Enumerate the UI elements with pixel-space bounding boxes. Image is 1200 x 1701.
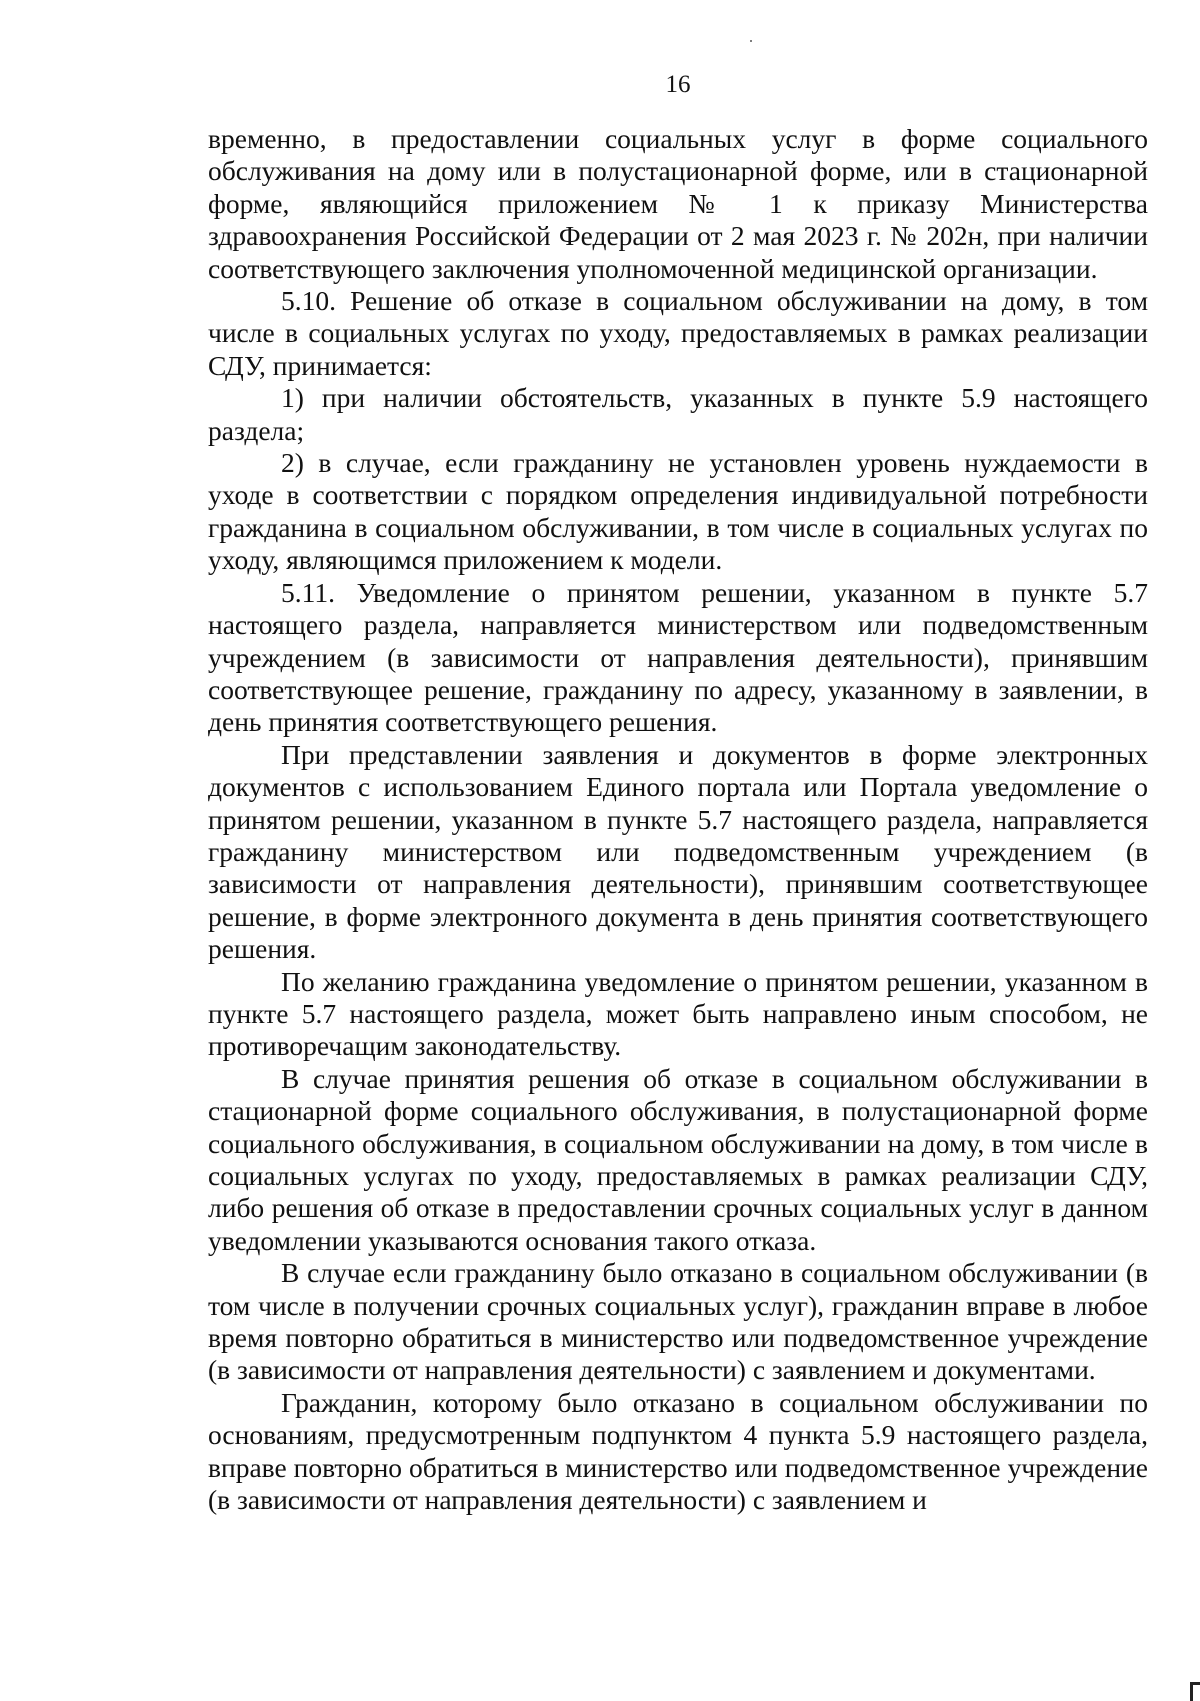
- paragraph-citizen-request: По желанию гражданина уведомление о принятом решении, указанном в пункте 5.7 настоящего раздела, может быть направлено иным способом, не противоречащим законодательству.: [208, 965, 1148, 1062]
- page-edge-mark: [1190, 1682, 1200, 1701]
- paragraph-1: временно, в предоставлении социальных услуг в форме социального обслуживания на дому или в полустационарной форме, или в стационарной форме, являющийся приложением № 1 к приказу Министерства здравоохранения Российской Федерации от 2 мая 2023 г. № 202н, при наличии соответствующего заключения уполномоченной медицинской организации.: [208, 123, 1148, 284]
- scan-dot: [750, 40, 752, 42]
- paragraph-electronic-notice: При представлении заявления и документов в форме электронных документов с использованием Единого портала или Портала уведомление о принятом решении, указанном в пункте 5.7 настоящего раздела, направляется гражданину министерством или подведомственным учреждением (в зависимости от направления деятельности), принявшим соответствующее решение, в форме электронного документа в день принятия соответствующего решения.: [208, 738, 1148, 965]
- paragraph-5-11: 5.11. Уведомление о принятом решении, указанном в пункте 5.7 настоящего раздела, направляется министерством или подведомственным учреждением (в зависимости от направления деятельности), принявшим соответствующее решение, гражданину по адресу, указанному в заявлении, в день принятия соответствующего решения.: [208, 576, 1148, 738]
- paragraph-item-2: 2) в случае, если гражданину не установлен уровень нуждаемости в уходе в соответствии с порядком определения индивидуальной потребности гражданина в социальном обслуживании, в том числе в социальных услугах по уходу, являющимся приложением к модели.: [208, 447, 1148, 576]
- document-body: [208, 123, 1148, 1516]
- paragraph-refusal-grounds: В случае принятия решения об отказе в социальном обслуживании в стационарной форме социального обслуживания, в полустационарной форме социального обслуживания, в социальном обслуживании на дому, в том числе в социальных услугах по уходу, предоставляемых в рамках реализации СДУ, либо решения об отказе в предоставлении срочных социальных услуг в данном уведомлении указываются основания такого отказа.: [208, 1062, 1148, 1256]
- paragraph-5-10: 5.10. Решение об отказе в социальном обслуживании на дому, в том числе в социальных услугах по уходу, предоставляемых в рамках реализации СДУ, принимается:: [208, 285, 1148, 381]
- page-number: 16: [665, 71, 691, 98]
- paragraph-item-1: 1) при наличии обстоятельств, указанных в пункте 5.9 настоящего раздела;: [208, 382, 1148, 446]
- paragraph-subparagraph-4: Гражданин, которому было отказано в социальном обслуживании по основаниям, предусмотренным подпунктом 4 пункта 5.9 настоящего раздела, вправе повторно обратиться в министерство или подведомственное учреждение (в зависимости от направления деятельности) с заявлением и: [208, 1386, 1148, 1516]
- paragraph-repeat-application: В случае если гражданину было отказано в социальном обслуживании (в том числе в получении срочных социальных услуг), гражданин вправе в любое время повторно обратиться в министерство или подведомственное учреждение (в зависимости от направления деятельности) с заявлением и документами.: [208, 1257, 1148, 1386]
